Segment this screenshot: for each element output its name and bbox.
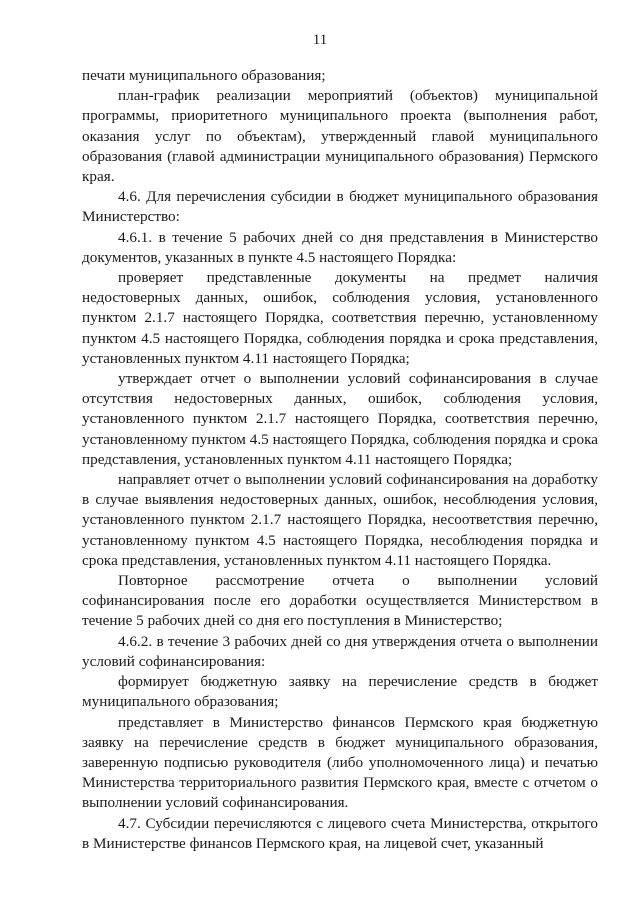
paragraph-repeat-review: Повторное рассмотрение отчета о выполнении условий софинансирования после его доработки осуществляется Министерством в течение 5 рабочих дней со дня его поступления в Министерство; — [82, 572, 598, 630]
paragraph-checks: проверяет представленные документы на предмет наличия недостоверных данных, ошибок, соблюдения условия, установленного пунктом 2.1.7 настоящего Порядка, соответствия перечню, установленному пунктом 4.5 настоящего Порядка, соблюдения порядка и срока представления, установленных пунктом 4.11 настоящего Порядка; — [82, 269, 598, 367]
paragraph-4-6-2: 4.6.2. в течение 3 рабочих дней со дня утверждения отчета о выполнении условий софинансирования: — [82, 632, 598, 670]
paragraph-forms-request: формирует бюджетную заявку на перечисление средств в бюджет муниципального образования; — [82, 673, 598, 711]
paragraph-seal: печати муниципального образования; — [82, 67, 326, 84]
paragraph-returns: направляет отчет о выполнении условий софинансирования на доработку в случае выявления недостоверных данных, ошибок, несоблюдения условия, установленного пунктом 2.1.7 настоящего Порядка, несоответствия перечню, установленному пунктом 4.5 настоящего Порядка, несоблюдения порядка и срока представления, установленных пунктом 4.11 настоящего Порядка. — [82, 471, 598, 569]
paragraph-submits-request: представляет в Министерство финансов Пермского края бюджетную заявку на перечисление средств в бюджет муниципального образования, заверенную подписью руководителя (либо уполномоченного лица) и печатью Министерства территориального развития Пермского края, вместе с отчетом о выполнении условий софинансирования. — [82, 713, 598, 812]
paragraph-4-6-1: 4.6.1. в течение 5 рабочих дней со дня представления в Министерство документов, указанных в пункте 4.5 настоящего Порядка: — [82, 228, 598, 266]
paragraph-approves: утверждает отчет о выполнении условий софинансирования в случае отсутствия недостоверных данных, ошибок, соблюдения условия, установленного пунктом 2.1.7 настоящего Порядка, соответствия перечню, установленному пунктом 4.5 настоящего Порядка, соблюдения порядка и срока представления, установленных пунктом 4.11 настоящего Порядка; — [82, 370, 598, 468]
paragraph-4-6: 4.6. Для перечисления субсидии в бюджет муниципального образования Министерство: — [82, 188, 598, 226]
page-number: 11 — [312, 32, 328, 48]
document-body — [82, 66, 598, 854]
paragraph-4-7: 4.7. Субсидии перечисляются с лицевого счета Министерства, открытого в Министерстве финансов Пермского края, на лицевой счет, указанный — [82, 814, 598, 852]
paragraph-schedule: план-график реализации мероприятий (объектов) муниципальной программы, приоритетного муниципального проекта (выполнения работ, оказания услуг по объектам), утвержденный главой муниципального образования (главой администрации муниципального образования) Пермского края. — [82, 87, 598, 186]
